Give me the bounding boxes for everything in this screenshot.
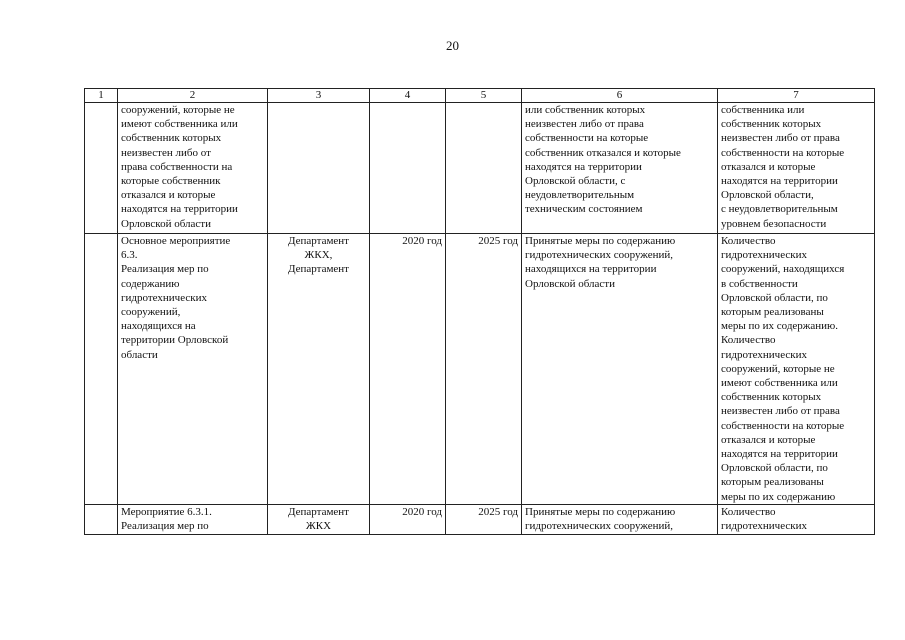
start-year-cell: 2020 год bbox=[370, 234, 446, 505]
column-header-7: 7 bbox=[718, 89, 875, 103]
column-number-row bbox=[85, 89, 875, 103]
column-header-3: 3 bbox=[268, 89, 370, 103]
responsible-cell: Департамент ЖКХ, Департамент bbox=[268, 234, 370, 505]
indicator-cell: собственника или собственник которых неизвестен либо от права собственности на которые отказался и которые находятся на территории Орловской области, с неудовлетворительным уровнем безопасности bbox=[718, 103, 875, 234]
column-header-2: 2 bbox=[118, 89, 268, 103]
end-year-cell bbox=[446, 103, 522, 234]
page-number: 20 bbox=[446, 38, 459, 53]
end-year-cell: 2025 год bbox=[446, 234, 522, 505]
measure-name-cell: сооружений, которые не имеют собственника или собственник которых неизвестен либо от права собственности на которые собственник отказался и которые находятся на территории Орловской области bbox=[118, 103, 268, 234]
row-number-cell bbox=[85, 504, 118, 534]
indicator-cell: Количество гидротехнических bbox=[718, 504, 875, 534]
measures-table bbox=[84, 88, 875, 535]
measure-name-cell: Основное мероприятие 6.3. Реализация мер по содержанию гидротехнических сооружений, находящихся на территории Орловской области bbox=[118, 234, 268, 505]
table-row bbox=[85, 103, 875, 234]
expected-result-cell: или собственник которых неизвестен либо от права собственности на которые собственник отказался и которые находятся на территории Орловской области, с неудовлетворительным техническим состоянием bbox=[522, 103, 718, 234]
row-number-cell bbox=[85, 103, 118, 234]
expected-result-cell: Принятые меры по содержанию гидротехнических сооружений, находящихся на территории Орловской области bbox=[522, 234, 718, 505]
indicator-cell: Количество гидротехнических сооружений, находящихся в собственности Орловской области, по которым реализованы меры по их содержанию. Количество гидротехнических сооружений, которые не имеют собственника или собственник которых неизвестен либо от права собственности на которые отказался и которые находятся на территории Орловской области, по которым реализованы меры по их содержанию bbox=[718, 234, 875, 505]
responsible-cell bbox=[268, 103, 370, 234]
column-header-4: 4 bbox=[370, 89, 446, 103]
table-row bbox=[85, 504, 875, 534]
measure-name-cell: Мероприятие 6.3.1. Реализация мер по bbox=[118, 504, 268, 534]
column-header-6: 6 bbox=[522, 89, 718, 103]
expected-result-cell: Принятые меры по содержанию гидротехнических сооружений, bbox=[522, 504, 718, 534]
responsible-cell: Департамент ЖКХ bbox=[268, 504, 370, 534]
start-year-cell: 2020 год bbox=[370, 504, 446, 534]
end-year-cell: 2025 год bbox=[446, 504, 522, 534]
column-header-5: 5 bbox=[446, 89, 522, 103]
column-header-1: 1 bbox=[85, 89, 118, 103]
start-year-cell bbox=[370, 103, 446, 234]
row-number-cell bbox=[85, 234, 118, 505]
table-row bbox=[85, 234, 875, 505]
